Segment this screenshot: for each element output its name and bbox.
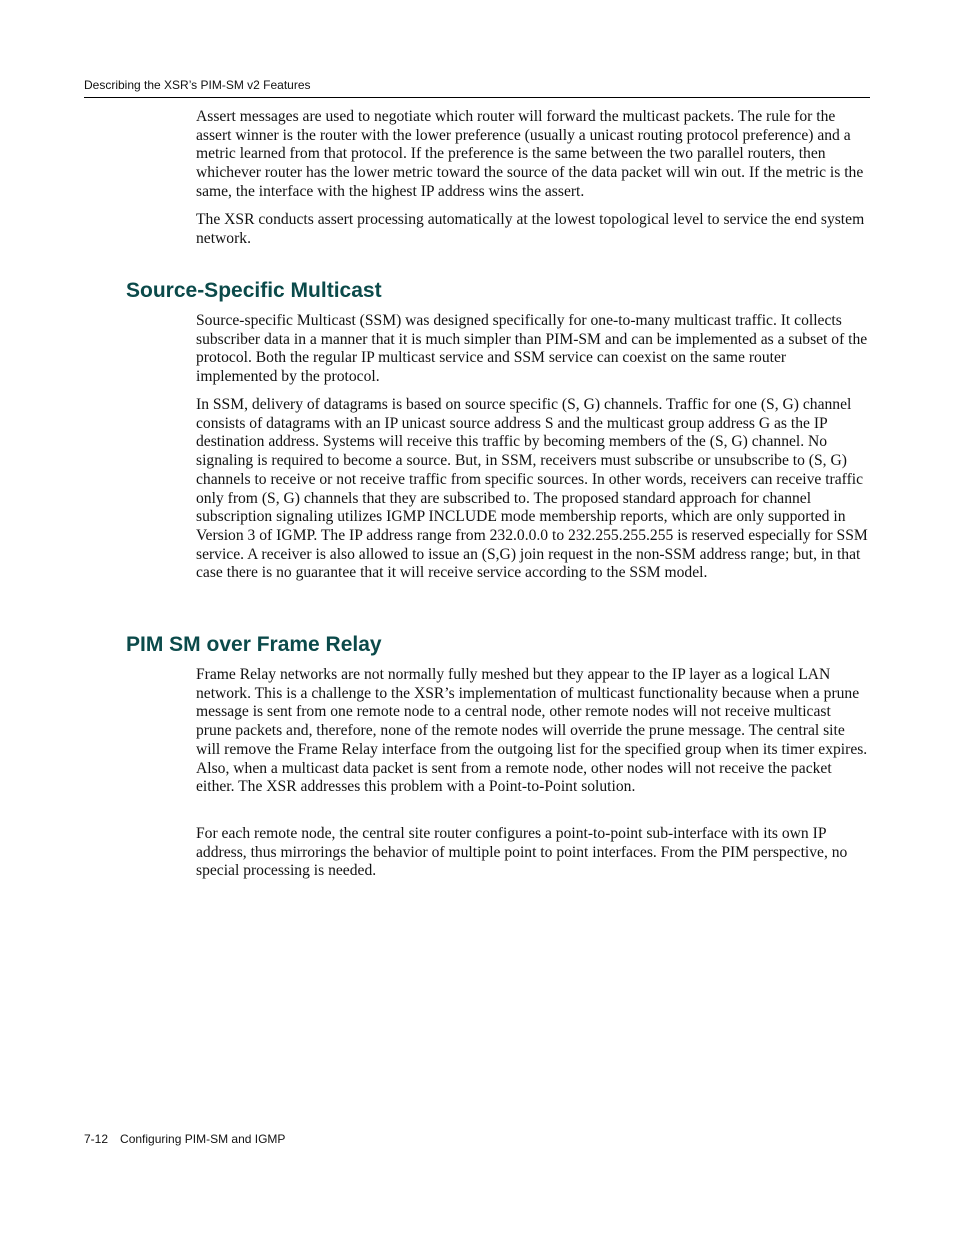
frame-relay-text-block: [196, 666, 868, 797]
intro-text-block: [196, 108, 868, 202]
section-heading-frame-relay: PIM SM over Frame Relay: [126, 633, 382, 656]
footer-page-number: 7-12: [84, 1132, 109, 1146]
frame-relay-text-block-2: [196, 825, 868, 881]
frame-relay-paragraph-subinterface: For each remote node, the central site router configures a point-to-point sub-interface with its own IP address, thus mirrorings the behavior of multiple point to point interfaces. From the PIM perspective, no special processing is needed.: [196, 825, 848, 880]
intro-text-block-2: [196, 211, 868, 248]
intro-paragraph-assert: Assert messages are used to negotiate which router will forward the multicast packets. The rule for the assert winner is the router with the lower preference (usually a unicast routing protocol preference) and a metric learned from that protocol. If the preference is the same between the two parallel routers, then whichever router has the lower metric toward the source of the data packet will win out. If the metric is the same, the interface with the highest IP address wins the assert.: [196, 108, 864, 200]
header-rule: [84, 97, 870, 98]
frame-relay-paragraph-challenge: Frame Relay networks are not normally fully meshed but they appear to the IP layer as a logical LAN network. This is a challenge to the XSR’s implementation of multicast functionality because when a prune message is sent from one remote node to a central node, other remote nodes will not receive multicast prune packets and, therefore, none of the remote nodes will override the prune message. The central site will remove the Frame Relay interface from the outgoing list for the specified group when its timer expires. Also, when a multicast data packet is sent from a remote node, other nodes will not receive the packet either. The XSR addresses this problem with a Point-to-Point solution.: [196, 666, 868, 796]
ssm-text-block: [196, 312, 868, 387]
footer-chapter-title: Configuring PIM-SM and IGMP: [120, 1132, 286, 1146]
ssm-paragraph-channels: In SSM, delivery of datagrams is based on source specific (S, G) channels. Traffic for one (S, G) channel consists of datagrams with an IP unicast source address S and the multicast group address G as the IP destination address. Systems will receive this traffic by becoming members of the (S, G) channel. No signaling is required to become a source. But, in SSM, receivers must subscribe or unsubscribe to (S, G) channels to receive or not receive traffic from specific sources. In other words, receivers can receive traffic only from (S, G) channels that they are subscribed to. The proposed standard approach for channel subscription signaling utilizes IGMP INCLUDE mode membership reports, which are only supported in Version 3 of IGMP. The IP address range from 232.0.0.0 to 232.255.255.255 is reserved especially for SSM service. A receiver is also allowed to issue an (S,G) join request in the non-SSM address range; but, in that case there is no guarantee that it will receive service according to the SSM model.: [196, 396, 868, 582]
intro-paragraph-assert-processing: The XSR conducts assert processing automatically at the lowest topological level to service the end system network.: [196, 211, 865, 247]
running-footer: [84, 1132, 285, 1146]
ssm-text-block-2: [196, 396, 868, 583]
running-header: Describing the XSR’s PIM-SM v2 Features: [84, 78, 311, 92]
ssm-paragraph-intro: Source-specific Multicast (SSM) was designed specifically for one-to-many multicast traffic. It collects subscriber data in a manner that it is much simpler than PIM-SM and can be implemented as a subset of the protocol. Both the regular IP multicast service and SSM service can coexist on the same router implemented by the protocol.: [196, 312, 868, 386]
section-heading-ssm: Source-Specific Multicast: [126, 279, 382, 302]
